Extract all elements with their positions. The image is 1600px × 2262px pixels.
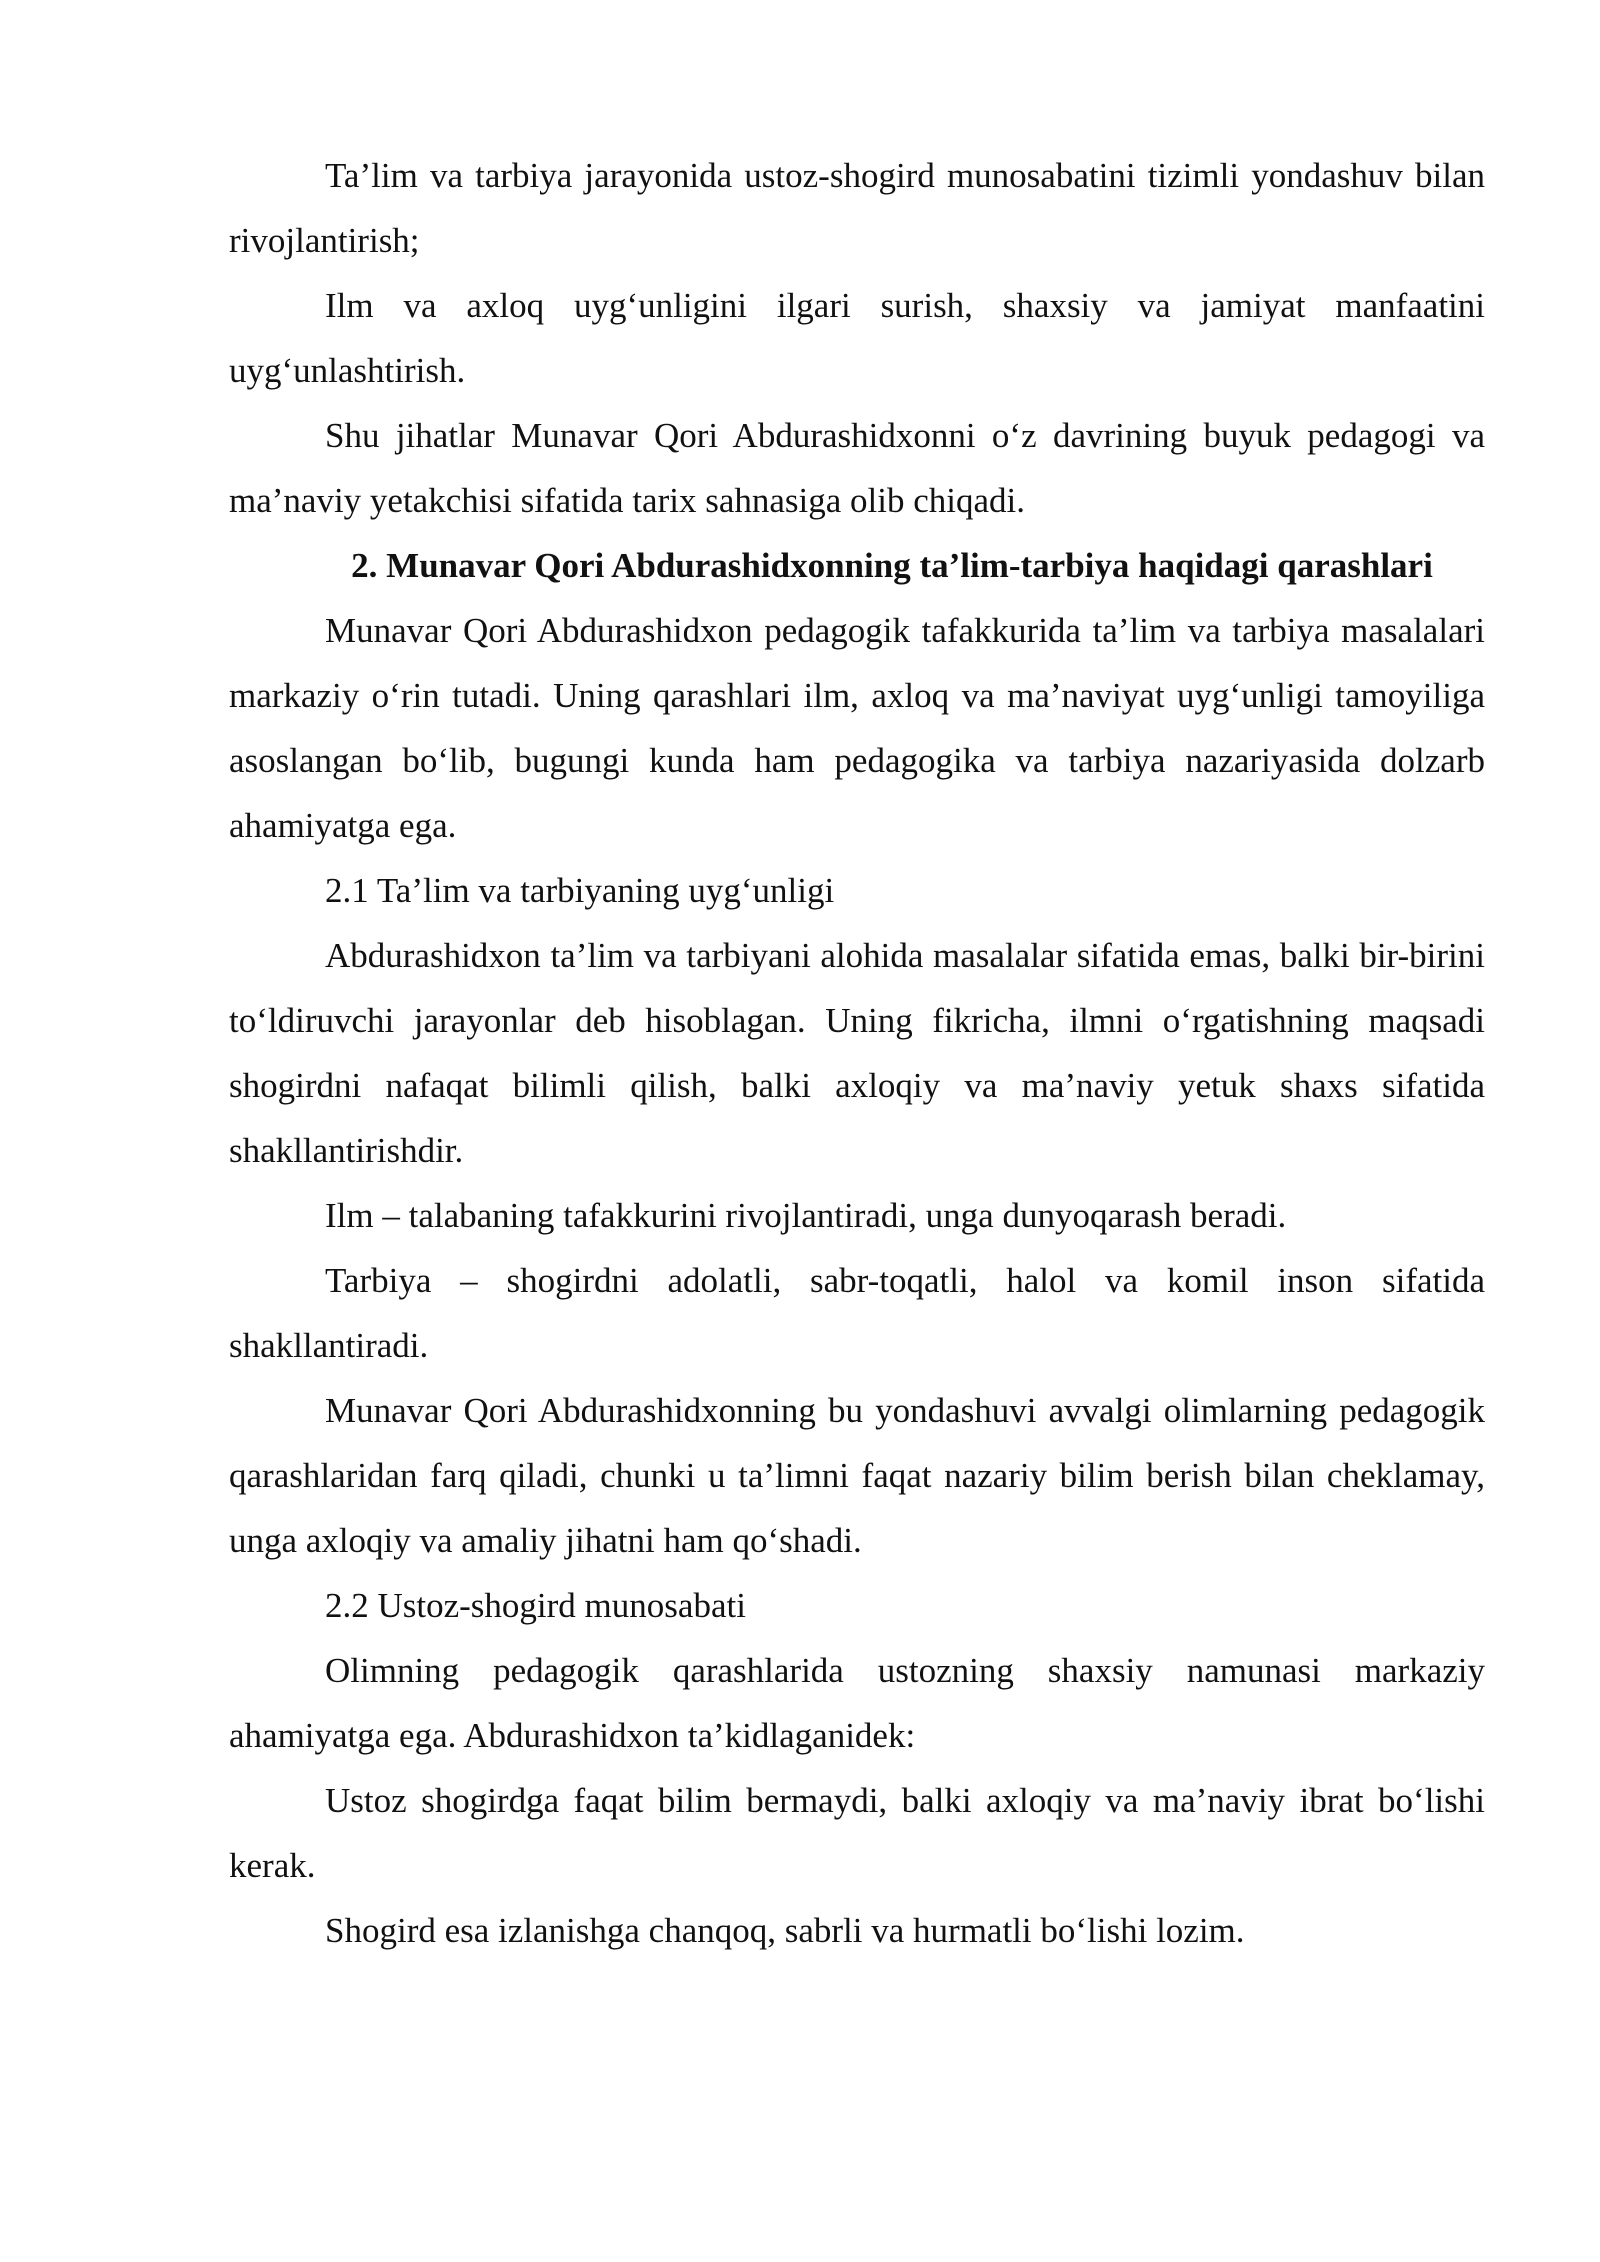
paragraph: Olimning pedagogik qarashlarida ustozning shaxsiy namunasi markaziy ahamiyatga ega. Abdurashidxon ta’kidlaganidek: xyxy=(229,1651,1485,1755)
paragraph: Tarbiya – shogirdni adolatli, sabr-toqatli, halol va komil inson sifatida shakllantiradi. xyxy=(229,1261,1485,1365)
paragraph: Ilm – talabaning tafakkurini rivojlantiradi, unga dunyoqarash beradi. xyxy=(325,1196,1287,1235)
paragraph: Ustoz shogirdga faqat bilim bermaydi, balki axloqiy va ma’naviy ibrat bo‘lishi kerak. xyxy=(229,1781,1485,1885)
document-page xyxy=(229,143,1485,1963)
paragraph: Abdurashidxon ta’lim va tarbiyani alohida masalalar sifatida emas, balki bir-birini to‘ldiruvchi jarayonlar deb hisoblagan. Uning fikricha, ilmni o‘rgatishning maqsadi shogirdni nafaqat bilimli qilish, balki axloqiy va ma’naviy yetuk shaxs sifatida shakllantirishdir. xyxy=(229,936,1485,1170)
section-intro-paragraph: Munavar Qori Abdurashidxon pedagogik tafakkurida ta’lim va tarbiya masalalari markaziy o‘rin tutadi. Uning qarashlari ilm, axloq va ma’naviyat uyg‘unligi tamoyiliga asoslangan bo‘lib, bugungi kunda ham pedagogika va tarbiya nazariyasida dolzarb ahamiyatga ega. xyxy=(229,611,1485,845)
paragraph: Shogird esa izlanishga chanqoq, sabrli va hurmatli bo‘lishi lozim. xyxy=(325,1911,1245,1950)
paragraph: Shu jihatlar Munavar Qori Abdurashidxonni o‘z davrining buyuk pedagogi va ma’naviy yetakchisi sifatida tarix sahnasiga olib chiqadi. xyxy=(229,416,1485,520)
paragraph: Ilm va axloq uyg‘unligini ilgari surish, shaxsiy va jamiyat manfaatini uyg‘unlashtirish. xyxy=(229,286,1485,390)
paragraph: Ta’lim va tarbiya jarayonida ustoz-shogird munosabatini tizimli yondashuv bilan rivojlantirish; xyxy=(229,156,1485,260)
section-heading: 2. Munavar Qori Abdurashidxonning ta’lim-tarbiya haqidagi qarashlari xyxy=(351,546,1433,585)
paragraph: Munavar Qori Abdurashidxonning bu yondashuvi avvalgi olimlarning pedagogik qarashlaridan farq qiladi, chunki u ta’limni faqat nazariy bilim berish bilan cheklamay, unga axloqiy va amaliy jihatni ham qo‘shadi. xyxy=(229,1391,1485,1560)
subsection-title: 2.1 Ta’lim va tarbiyaning uyg‘unligi xyxy=(325,871,835,910)
subsection-title: 2.2 Ustoz-shogird munosabati xyxy=(325,1586,746,1625)
